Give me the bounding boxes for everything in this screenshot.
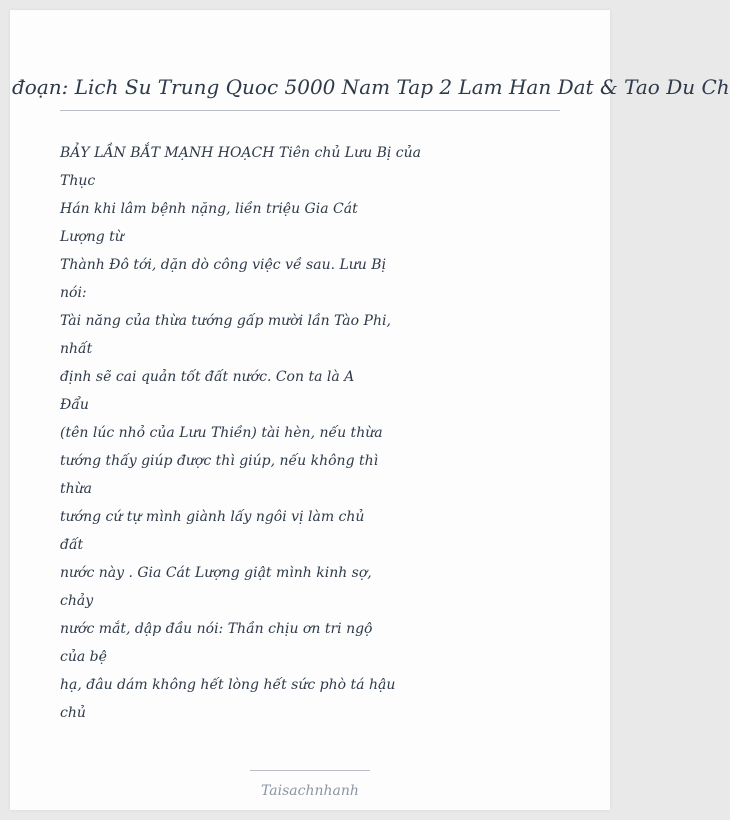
- footer-watermark: Taisachnhanh: [261, 783, 359, 799]
- body-line: nhất: [60, 341, 93, 357]
- body-line: định sẽ cai quản tốt đất nước. Con ta là A: [60, 369, 355, 385]
- body-line: Thành Đô tới, dặn dò công việc về sau. Lưu Bị: [60, 257, 387, 273]
- body-line: của bệ: [60, 649, 107, 665]
- footer-divider: [250, 770, 370, 771]
- body-line: chủ: [60, 705, 86, 721]
- body-line: nói:: [60, 285, 87, 301]
- body-line: nước mắt, dập đầu nói: Thần chịu ơn tri ngộ: [60, 621, 373, 637]
- body-line: (tên lúc nhỏ của Lưu Thiền) tài hèn, nếu thừa: [60, 425, 383, 441]
- heading-text: đoạn: Lich Su Trung Quoc 5000 Nam Tap 2 Lam Han Dat & Tao Du Ch: [12, 75, 730, 99]
- body-line: Lượng từ: [60, 229, 124, 245]
- body-line: hạ, đâu dám không hết lòng hết sức phò tá hậu: [60, 677, 396, 693]
- body-text: [60, 139, 420, 727]
- body-line: tướng thấy giúp được thì giúp, nếu không thì: [60, 453, 379, 469]
- document-page: [10, 10, 730, 810]
- body-line: Hán khi lâm bệnh nặng, liền triệu Gia Cát: [60, 201, 358, 217]
- body-line: tướng cứ tự mình giành lấy ngôi vị làm chủ: [60, 509, 365, 525]
- body-line: thừa: [60, 481, 93, 497]
- body-line: đất: [60, 537, 84, 553]
- body-line: Thục: [60, 173, 96, 189]
- heading-divider: [60, 110, 560, 111]
- body-line: Đẩu: [60, 397, 89, 413]
- body-line: BẢY LẦN BẮT MẠNH HOẠCH Tiên chủ Lưu Bị của: [60, 145, 421, 161]
- body-line: Tài năng của thừa tướng gấp mười lần Tào Phi,: [60, 313, 391, 329]
- body-line: nước này . Gia Cát Lượng giật mình kinh sợ,: [60, 565, 372, 581]
- body-line: chảy: [60, 593, 94, 609]
- document-heading: [10, 70, 730, 104]
